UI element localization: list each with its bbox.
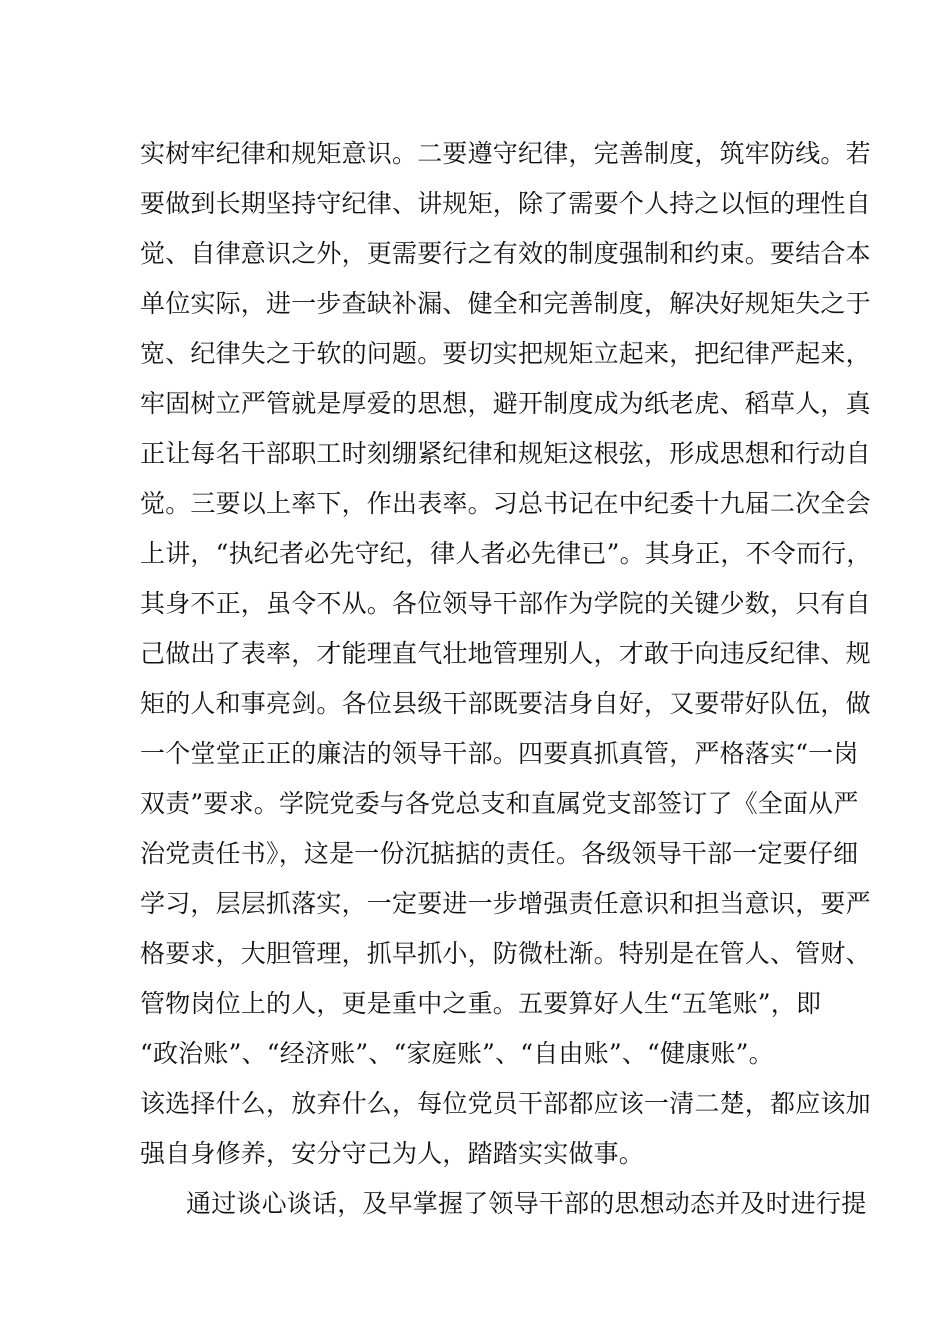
- text-line: “政治账”、“经济账”、“家庭账”、“自由账”、“健康账”。: [140, 1039, 774, 1068]
- text-line: 上讲，“执纪者必先守纪，律人者必先律已”。其身正，不令而行，: [140, 539, 872, 568]
- text-line: 己做出了表率，才能理直气壮地管理别人，才敢于向违反纪律、规: [140, 639, 871, 668]
- text-line: 格要求，大胆管理，抓早抓小，防微杜渐。特别是在管人、管财、: [140, 939, 871, 968]
- paragraph-start-line: 通过谈心谈话，及早掌握了领导干部的思想动态并及时进行提: [186, 1189, 867, 1218]
- text-line: 矩的人和事亮剑。各位县级干部既要洁身自好，又要带好队伍，做: [140, 689, 871, 718]
- text-line: 觉、自律意识之外，更需要行之有效的制度强制和约束。要结合本: [140, 239, 871, 268]
- text-line: 觉。三要以上率下，作出表率。习总书记在中纪委十九届二次全会: [140, 489, 871, 518]
- text-line: 双责”要求。学院党委与各党总支和直属党支部签订了《全面从严: [140, 789, 859, 818]
- text-line: 一个堂堂正正的廉洁的领导干部。四要真抓真管，严格落实“一岗: [140, 739, 859, 768]
- text-line: 实树牢纪律和规矩意识。二要遵守纪律，完善制度，筑牢防线。若: [140, 139, 871, 168]
- text-line: 其身不正，虽令不从。各位领导干部作为学院的关键少数，只有自: [140, 589, 871, 618]
- text-line: 学习，层层抓落实，一定要进一步增强责任意识和担当意识，要严: [140, 889, 871, 918]
- text-line: 宽、纪律失之于软的问题。要切实把规矩立起来，把纪律严起来，: [140, 339, 871, 368]
- text-line: 单位实际，进一步查缺补漏、健全和完善制度，解决好规矩失之于: [140, 289, 871, 318]
- text-line: 管物岗位上的人，更是重中之重。五要算好人生“五笔账”，即: [140, 989, 822, 1018]
- text-line: 正让每名干部职工时刻绷紧纪律和规矩这根弦，形成思想和行动自: [140, 439, 871, 468]
- text-line: 治党责任书》，这是一份沉掂掂的责任。各级领导干部一定要仔细: [140, 839, 859, 868]
- text-line: 牢固树立严管就是厚爱的思想，避开制度成为纸老虎、稻草人，真: [140, 389, 871, 418]
- text-line: 要做到长期坚持守纪律、讲规矩，除了需要个人持之以恒的理性自: [140, 189, 871, 218]
- text-line: 强自身修养，安分守己为人，踏踏实实做事。: [140, 1139, 645, 1168]
- text-line: 该选择什么，放弃什么，每位党员干部都应该一清二楚，都应该加: [140, 1089, 871, 1118]
